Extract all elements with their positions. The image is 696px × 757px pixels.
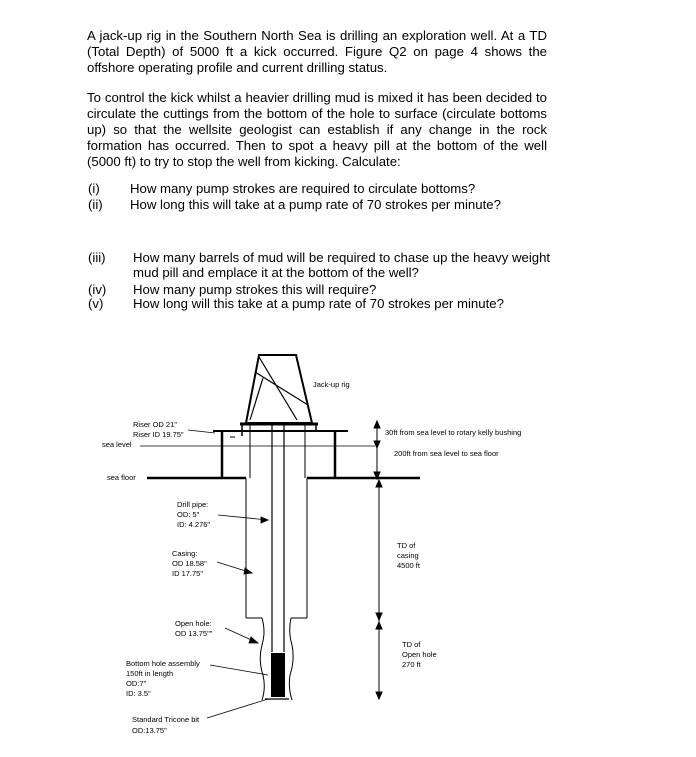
question-number: (i): [88, 181, 100, 196]
question-text: How many pump strokes are required to circulate bottoms?: [130, 181, 476, 196]
sea-level-label: sea level: [102, 440, 132, 449]
question-text: How long will this take at a pump rate of 70 strokes per minute?: [133, 296, 504, 311]
td-open-hole-line1: TD of: [402, 640, 421, 649]
riser-id-label: Riser ID 19.75": [133, 430, 184, 439]
drill-pipe-id: ID: 4.276": [177, 520, 211, 529]
td-open-hole-line2: Open hole: [402, 650, 437, 659]
open-hole: [260, 618, 264, 700]
td-casing-line3: 4500 ft: [397, 561, 420, 570]
td-open-hole-line3: 270 ft: [402, 660, 421, 669]
question-text: How many pump strokes this will require?: [133, 282, 377, 297]
question-text: How long this will take at a pump rate of 70 strokes per minute?: [130, 197, 501, 212]
open-hole-od: OD 13.75"": [175, 629, 213, 638]
question-number: (v): [88, 296, 104, 311]
depth-arrows: [374, 421, 382, 699]
question-number: (iii): [88, 250, 106, 265]
question-number: (iv): [88, 282, 107, 297]
bha-id: ID: 3.5": [126, 689, 151, 698]
bit-od: OD:13.75": [132, 726, 167, 735]
question-number: (ii): [88, 197, 103, 212]
td-casing-line2: casing: [397, 551, 419, 560]
derrick: [246, 355, 312, 423]
open-hole-title: Open hole:: [175, 619, 212, 628]
drill-pipe-title: Drill pipe:: [177, 500, 209, 509]
bottom-hole-assembly: [271, 653, 285, 697]
casing-id: ID 17.75": [172, 569, 204, 578]
rkb-depth-label: 30ft from sea level to rotary kelly bushing: [385, 428, 522, 437]
bha-length: 150ft in length: [126, 669, 174, 678]
riser-od-label: Riser OD 21": [133, 420, 177, 429]
jack-up-rig-label: Jack-up rig: [313, 380, 350, 389]
intro-paragraph: A jack-up rig in the Southern North Sea is drilling an exploration well. At a TD (Total Depth) of 5000 ft a kick occurred. Figure Q2 on page 4 shows the offshore operating profile and current drilling status.: [87, 28, 547, 75]
td-casing-line1: TD of: [397, 541, 416, 550]
bha-od: OD:7": [126, 679, 147, 688]
bha-title: Bottom hole assembly: [126, 659, 200, 668]
bit-title: Standard Tricone bit: [132, 715, 200, 724]
seafloor-depth-label: 200ft from sea level to sea floor: [394, 449, 499, 458]
drill-pipe-od: OD: 5": [177, 510, 200, 519]
method-paragraph: To control the kick whilst a heavier drilling mud is mixed it has been decided to circulate the cuttings from the bottom of the hole to surface (circulate bottoms up) so that the wellsite geologist can establish if any change in the rock formation has occurred. Then to spot a heavy pill at the bottom of the well (5000 ft) to try to stop the well from kicking. Calculate:: [87, 90, 547, 169]
question-text: How many barrels of mud will be required to chase up the heavy weight mud pill and emplace it at the bottom of the well?: [133, 250, 551, 280]
casing-title: Casing:: [172, 549, 198, 558]
sea-floor-label: sea floor: [107, 473, 136, 482]
casing-od: OD 18.58": [172, 559, 207, 568]
